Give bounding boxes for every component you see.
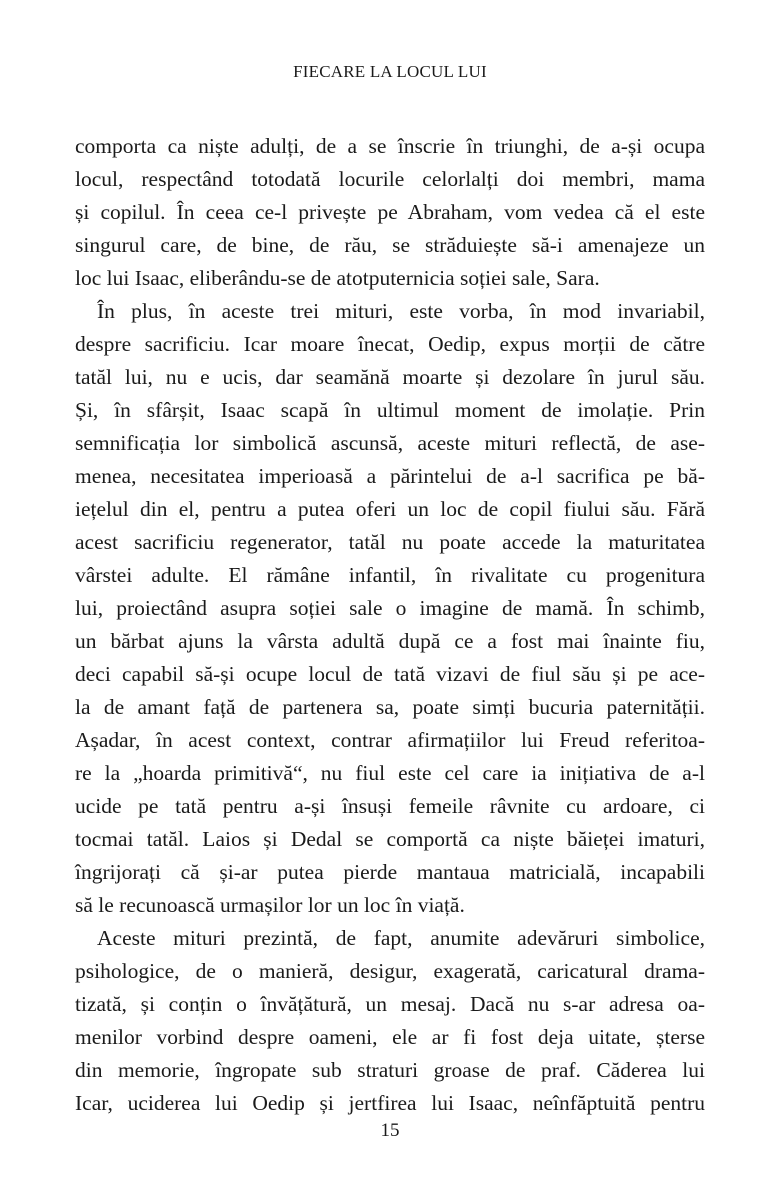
text-line: singurul care, de bine, de rău, se străduiește să-i amenajeze un — [75, 233, 705, 257]
text-line: acest sacrificiu regenerator, tatăl nu poate accede la maturitatea — [75, 530, 705, 554]
page-number: 15 — [380, 1120, 400, 1141]
text-line: semnificația lor simbolică ascunsă, aceste mituri reflectă, de ase- — [75, 431, 705, 455]
text-line: Așadar, în acest context, contrar afirmațiilor lui Freud referitoa- — [75, 728, 705, 752]
text-line: tatăl lui, nu e ucis, dar seamănă moarte și dezolare în jurul său. — [75, 365, 705, 389]
text-line: la de amant față de partenera sa, poate simți bucuria paternității. — [75, 695, 705, 719]
text-line: Și, în sfârșit, Isaac scapă în ultimul moment de imolație. Prin — [75, 398, 705, 422]
paragraph — [75, 130, 705, 295]
text-line: lui, proiectând asupra soției sale o imagine de mamă. În schimb, — [75, 596, 705, 620]
text-line: locul, respectând totodată locurile celorlalți doi membri, mama — [75, 167, 705, 191]
text-line: din memorie, îngropate sub straturi groase de praf. Căderea lui — [75, 1058, 705, 1082]
text-line: despre sacrificiu. Icar moare înecat, Oedip, expus morții de către — [75, 332, 705, 356]
text-line: menilor vorbind despre oameni, ele ar fi fost deja uitate, șterse — [75, 1025, 705, 1049]
text-line: Aceste mituri prezintă, de fapt, anumite adevăruri simbolice, — [97, 926, 705, 950]
text-line: și copilul. În ceea ce-l privește pe Abraham, vom vedea că el este — [75, 200, 705, 224]
text-line: să le recunoască urmașilor lor un loc în viață. — [75, 893, 465, 917]
text-line: un bărbat ajuns la vârsta adultă după ce a fost mai înainte fiu, — [75, 629, 705, 653]
text-line: vârstei adulte. El rămâne infantil, în rivalitate cu progenitura — [75, 563, 705, 587]
text-line: ucide pe tată pentru a-și însuși femeile râvnite cu ardoare, ci — [75, 794, 705, 818]
running-head: FIECARE LA LOCUL LUI — [293, 62, 487, 81]
text-line: tocmai tatăl. Laios și Dedal se comportă ca niște băieței imaturi, — [75, 827, 705, 851]
text-line: psihologice, de o manieră, desigur, exagerată, caricatural drama- — [75, 959, 705, 983]
paragraph — [75, 922, 705, 1120]
body-text — [75, 130, 705, 1120]
text-line: În plus, în aceste trei mituri, este vorba, în mod invariabil, — [97, 299, 705, 323]
paragraph — [75, 295, 705, 922]
text-line: comporta ca niște adulți, de a se înscrie în triunghi, de a-și ocupa — [75, 134, 705, 158]
text-line: loc lui Isaac, eliberându-se de atotputernicia soției sale, Sara. — [75, 266, 600, 290]
text-line: re la „hoarda primitivă“, nu fiul este cel care ia inițiativa de a-l — [75, 761, 705, 785]
text-line: tizată, și conțin o învățătură, un mesaj. Dacă nu s-ar adresa oa- — [75, 992, 705, 1016]
text-line: îngrijorați că și-ar putea pierde mantaua matricială, incapabili — [75, 860, 705, 884]
text-line: iețelul din el, pentru a putea oferi un loc de copil fiului său. Fără — [75, 497, 705, 521]
text-line: Icar, uciderea lui Oedip și jertfirea lui Isaac, neînfăptuită pentru — [75, 1091, 705, 1115]
text-line: deci capabil să-și ocupe locul de tată vizavi de fiul său și pe ace- — [75, 662, 705, 686]
text-line: menea, necesitatea imperioasă a părintelui de a-l sacrifica pe bă- — [75, 464, 705, 488]
